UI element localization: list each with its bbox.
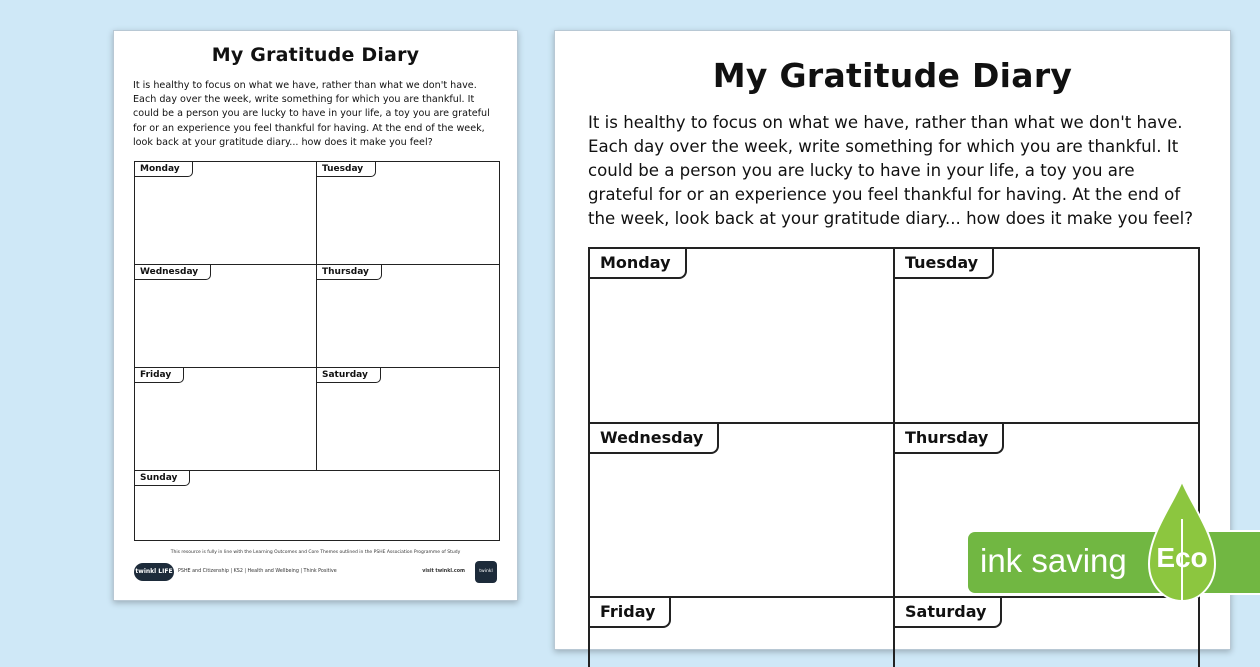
eco-drop-badge xyxy=(1147,479,1217,609)
twinkl-life-logo: twinkl LIFE xyxy=(134,563,174,581)
day-box-wednesday xyxy=(590,424,895,598)
day-box-sunday xyxy=(135,471,499,540)
page-title-large: My Gratitude Diary xyxy=(712,56,1073,95)
day-label-tuesday: Tuesday xyxy=(317,162,376,177)
page-footer xyxy=(134,561,497,583)
day-label-thursday: Thursday xyxy=(895,424,1004,454)
day-box-friday xyxy=(135,368,317,471)
day-label-friday: Friday xyxy=(135,368,184,383)
day-box-thursday xyxy=(317,265,499,368)
day-label-tuesday: Tuesday xyxy=(895,249,994,279)
twinkl-badge-logo: twinkl xyxy=(475,561,497,583)
day-box-saturday xyxy=(317,368,499,471)
ink-saving-label: ink saving xyxy=(980,542,1127,579)
intro-paragraph-large: It is healthy to focus on what we have, rather than what we don't have. Each day over the week, write something for which you are thankful. It could be a person you are lucky to have in your life, a toy you are grateful for or an experience you feel thankful for having. At the end of the week, look back at your gratitude diary... how does it make you feel? xyxy=(588,113,1194,228)
day-label-saturday: Saturday xyxy=(895,598,1002,628)
worksheet-preview-small xyxy=(113,30,518,601)
footer-site: visit twinkl.com xyxy=(422,569,465,574)
eco-label: Eco xyxy=(1156,542,1208,573)
day-label-wednesday: Wednesday xyxy=(590,424,719,454)
diary-grid xyxy=(134,161,500,541)
day-box-tuesday xyxy=(895,249,1198,424)
day-label-thursday: Thursday xyxy=(317,265,382,280)
intro-paragraph: It is healthy to focus on what we have, rather than what we don't have. Each day over the week, write something for which you are thankful. It could be a person you are lucky to have in your life, a toy you are grateful for or an experience you feel thankful for having. At the end of the week, look back at your gratitude diary... how does it make you feel? xyxy=(133,80,490,148)
footnote: This resource is fully in line with the Learning Outcomes and Core Themes outlined in the PSHE Association Programme of Study xyxy=(170,550,461,555)
day-label-saturday: Saturday xyxy=(317,368,381,383)
day-box-wednesday xyxy=(135,265,317,368)
day-box-monday xyxy=(135,162,317,265)
page-title: My Gratitude Diary xyxy=(211,44,420,66)
day-box-friday xyxy=(590,598,895,667)
day-label-wednesday: Wednesday xyxy=(135,265,211,280)
day-label-friday: Friday xyxy=(590,598,671,628)
diary-grid-large xyxy=(588,247,1200,667)
day-box-tuesday xyxy=(317,162,499,265)
day-box-monday xyxy=(590,249,895,424)
day-label-monday: Monday xyxy=(590,249,687,279)
day-label-monday: Monday xyxy=(135,162,193,177)
day-label-sunday: Sunday xyxy=(135,471,190,486)
footer-meta: PSHE and Citizenship | KS2 | Health and Wellbeing | Think Positive xyxy=(178,569,337,574)
